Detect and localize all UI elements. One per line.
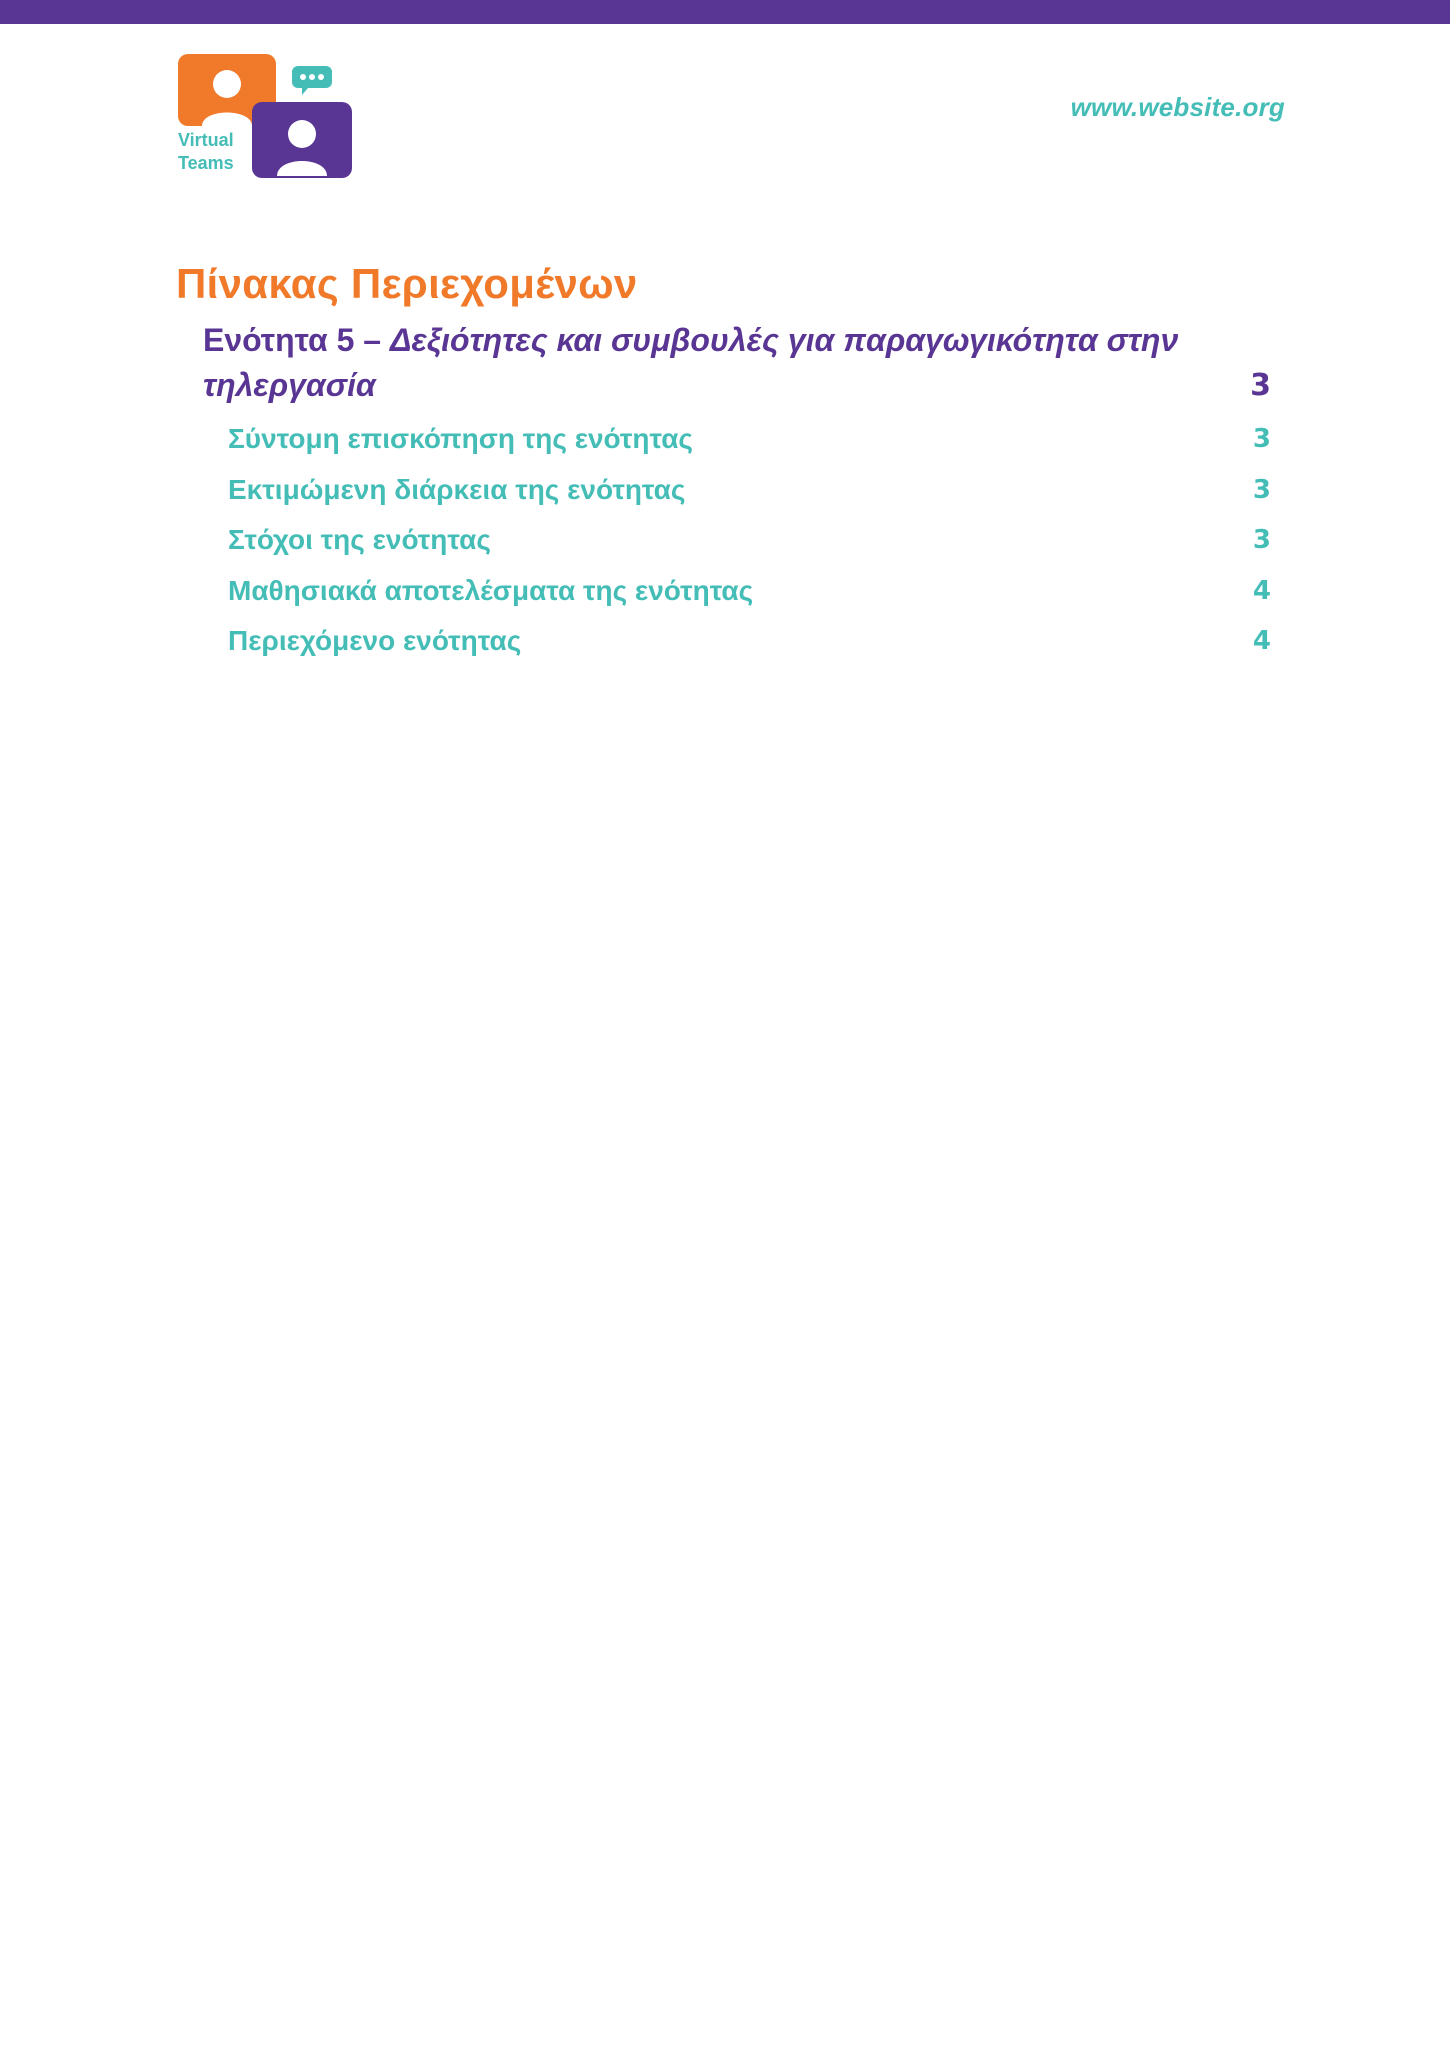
website-url[interactable]: www.website.org (1070, 92, 1285, 122)
toc-sub-entry[interactable] (228, 571, 1271, 611)
top-accent-bar (0, 0, 1450, 24)
toc-sub-entry[interactable] (228, 419, 1271, 459)
toc-sub-entry[interactable] (228, 621, 1271, 661)
logo-text-teams: Teams (178, 153, 234, 173)
toc-main-entry-title-line1: Δεξιότητες και συμβουλές για παραγωγικότητα στην (389, 322, 1179, 358)
toc-main-entry-page: 3 (1250, 368, 1271, 403)
toc-sub-entry[interactable] (228, 520, 1271, 560)
toc-title: Πίνακας Περιεχομένων (176, 260, 638, 307)
toc-main-entry-line2 (203, 363, 1271, 408)
toc-sub-entry-page: 4 (1252, 576, 1271, 606)
toc-sub-entry-label: Εκτιμώμενη διάρκεια της ενότητας (228, 474, 686, 505)
toc-main-entry[interactable] (203, 318, 1271, 408)
toc-sub-entry-page: 4 (1252, 626, 1271, 656)
toc-sub-entry[interactable] (228, 470, 1271, 510)
toc-sub-entry-label: Μαθησιακά αποτελέσματα της ενότητας (228, 575, 754, 606)
toc-sub-entry-label: Σύντομη επισκόπηση της ενότητας (228, 423, 693, 454)
toc-main-entry-dash: – (354, 322, 390, 358)
virtual-teams-logo (176, 52, 356, 180)
toc-sub-entry-label: Περιεχόμενο ενότητας (228, 625, 522, 656)
toc-main-entry-line1 (203, 318, 1271, 363)
logo-text-virtual: Virtual (178, 130, 234, 150)
toc-sub-entry-label: Στόχοι της ενότητας (228, 524, 491, 555)
toc-sub-entry-page: 3 (1252, 475, 1271, 505)
toc-sub-entry-page: 3 (1252, 424, 1271, 454)
toc-sub-entry-page: 3 (1252, 525, 1271, 555)
toc-main-entry-prefix: Ενότητα 5 (203, 322, 355, 358)
toc-main-entry-title-line2: τηλεργασία (203, 367, 376, 403)
